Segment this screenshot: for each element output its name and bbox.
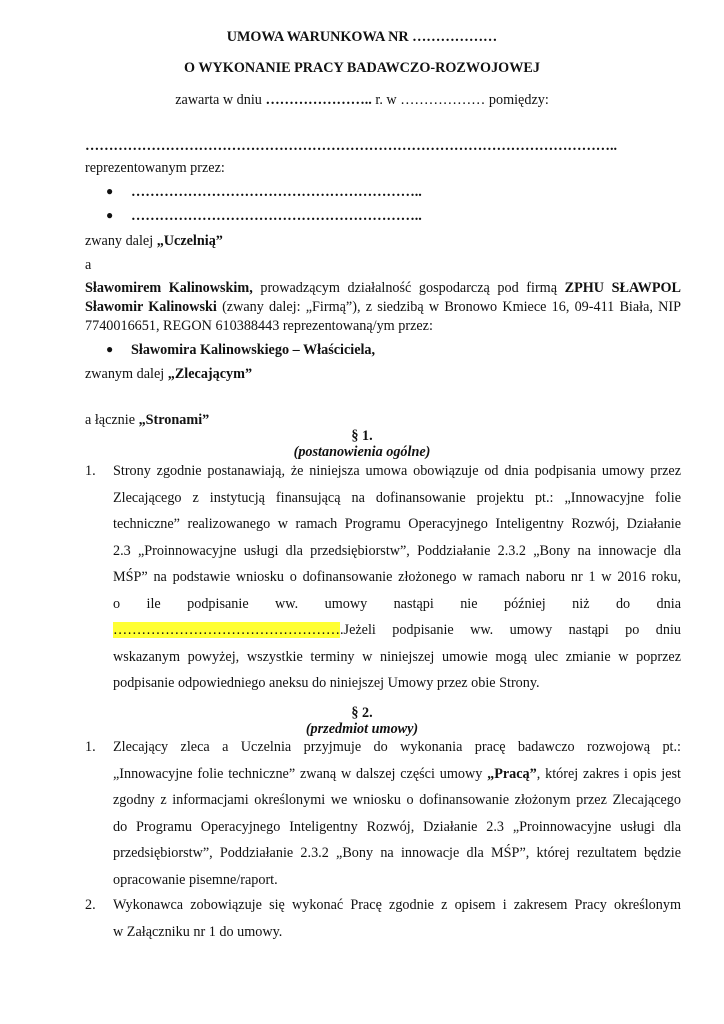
together-prefix: a łącznie [85,412,139,428]
section2-item1-line2-pre: „Innowacyjne folie techniczne” zwaną w dalszej części umowy [113,765,488,782]
party1-name-placeholder: ………………………………………………………………………………………………….. [85,138,618,154]
section2-item1-line-6: opracowanie pisemne/raport. [113,871,278,888]
party2-line-2 [85,298,681,317]
party1-rep-2: …………………………………………………….. [131,208,422,224]
party2-line2-rest: (zwany dalej: „Firmą”), z siedzibą w Bronowo Kmiece 16, 09-411 Biała, NIP [216,299,682,315]
party1-rep-1: …………………………………………………….. [131,184,422,200]
party1-called-prefix: zwany dalej [85,233,157,249]
contract-title: UMOWA WARUNKOWA NR ……………… [226,29,498,45]
section2-item1-line2-post: , której zakres i opis jest [536,765,681,782]
conjunction-a: a [85,257,92,273]
section2-item1-line-5: przedsiębiorstw”, Poddziałanie 2.3.2 „Bony na innowacje dla MŚP”, której rezultatem będzie [113,845,681,861]
party2-block [85,279,681,336]
contract-date-line [0,92,724,109]
date-line-prefix: zawarta w dniu [175,92,266,108]
section1-line7-rest: .Jeżeli podpisanie ww. umowy nastąpi po dniu [340,622,681,638]
party2-called-prefix: zwanym dalej [85,366,168,382]
party2-firm-owner: Sławomir Kalinowski [85,299,217,315]
section2-item2-line-2: w Załączniku nr 1 do umowy. [113,923,283,940]
party2-rep: Sławomira Kalinowskiego – Właściciela, [131,342,376,358]
party2-firm: ZPHU SŁAWPOL [564,280,681,296]
bullet-icon: ● [106,184,114,198]
section2-work-name: „Pracą” [487,765,537,782]
section1-line-5: MŚP” na podstawie wniosku o dofinansowanie złożonego w ramach naboru nr 1 w 2016 roku, [113,569,681,585]
section2-item-1 [113,734,681,893]
bullet-icon: ● [106,342,114,356]
section1-line-3: techniczne” realizowanego w ramach Programu Operacyjnego Inteligentny Rozwój, Działanie [113,516,681,532]
parties-together [85,412,209,429]
section2-item1-number: 1. [85,739,96,755]
section1-line-1: Strony zgodnie postanawiają, że niniejsza umowa obowiązuje od dnia podpisania umowy przez [113,463,681,479]
section2-title: (przedmiot umowy) [305,721,419,737]
party2-called [85,366,252,383]
section2-item1-line-2 [113,761,681,788]
party2-line-3: 7740016651, REGON 610388443 reprezentowaną/ym przez: [85,318,433,334]
party1-called [85,233,223,250]
contract-subtitle: O WYKONANIE PRACY BADAWCZO-ROZWOJOWEJ [184,60,540,76]
section2-item-2 [113,892,681,945]
section2-number: § 2. [351,705,373,721]
section1-line-8: wskazanym powyżej, wszystkie terminy w niniejszej umowie mogą ulec zmianie w poprzez [113,648,681,665]
section1-line-7 [113,617,681,644]
section1-title: (postanowienia ogólne) [293,444,431,460]
section2-item2-number: 2. [85,897,96,913]
date-line-suffix: r. w ……………… pomiędzy: [375,92,549,108]
section1-item-number: 1. [85,463,96,479]
party2-name: Sławomirem Kalinowskim, [85,280,253,296]
section2-item2-line-1: Wykonawca zobowiązuje się wykonać Pracę zgodnie z opisem i zakresem Pracy określonym [113,897,681,913]
party2-called-name: „Zlecającym” [167,366,253,382]
party2-line1-mid: prowadzącym działalność gospodarczą pod firmą [252,280,565,296]
section1-item-1 [113,458,681,697]
section1-date-highlight: ………………………………………… [113,622,340,638]
section2-item1-line-1: Zlecający zleca a Uczelnia przyjmuje do wykonania pracę badawczo rozwojową pt.: [113,739,681,755]
section1-line-6: o ile podpisanie ww. umowy nastąpi nie później niż do dnia [113,595,681,612]
section1-line-2: Zlecającego z instytucją finansującą na dofinansowanie projektu pt.: „Innowacyjne folie [113,489,681,506]
together-name: „Stronami” [138,412,210,428]
bullet-icon: ● [106,208,114,222]
date-placeholder: ………………….. [265,92,376,108]
party2-line-1 [85,279,681,298]
section2-item1-line-3: zgodny z informacjami określonymi we wniosku o dofinansowanie złożonym przez Zlecającego [113,792,681,808]
section2-item1-line-4: do Programu Operacyjnego Inteligentny Rozwój, Działanie 2.3 „Proinnowacyjne usługi dla [113,818,681,835]
party1-represented-label: reprezentowanym przez: [85,160,225,176]
section1-line-4: 2.3 „Proinnowacyjne usługi dla przedsiębiorstw”, Poddziałanie 2.3.2 „Bony na innowacje dla [113,542,681,559]
party1-called-name: „Uczelnią” [156,233,223,249]
section1-line-9: podpisanie odpowiedniego aneksu do niniejszej Umowy przez obie Strony. [113,675,540,691]
section1-number: § 1. [351,428,373,444]
